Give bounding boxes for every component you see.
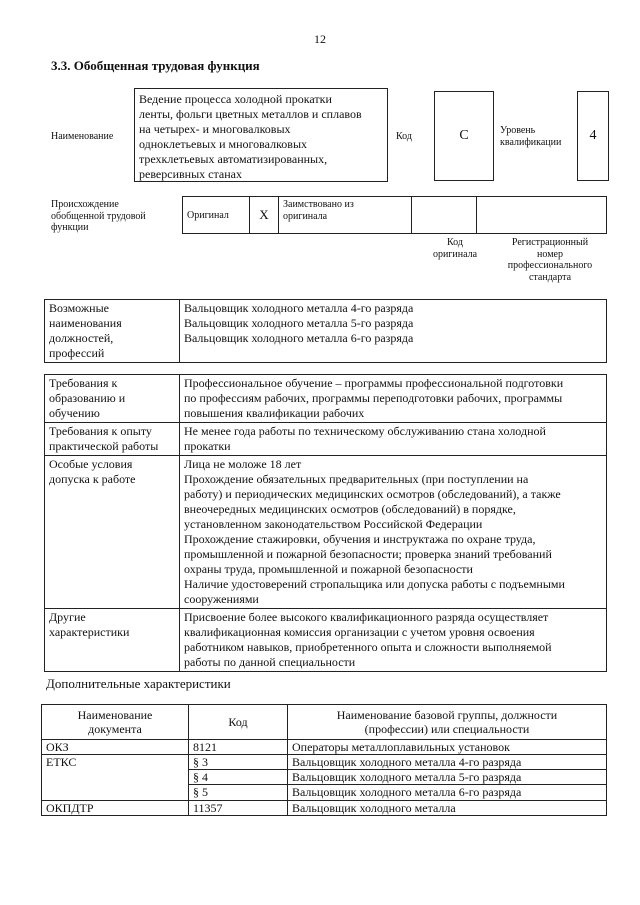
code-value: C — [459, 128, 469, 143]
row-name: Вальцовщик холодного металла 4-го разряда — [288, 755, 607, 770]
code-label: Код — [396, 131, 412, 142]
row-document: ОКЗ — [42, 740, 189, 755]
row-document: ОКПДТР — [42, 800, 189, 815]
education-label: Требования к образованию и обучению — [45, 375, 180, 423]
row-name: Операторы металлоплавильных установок — [288, 740, 607, 755]
table-row — [42, 755, 607, 770]
other-characteristics-label: Другие характеристики — [45, 609, 180, 672]
row-code: 8121 — [189, 740, 288, 755]
level-label: Уровень квалификации — [500, 125, 562, 148]
function-name-text: Ведение процесса холодной прокатки ленты, фольги цветных металлов и сплавов на четырех- и многовалковых одноклетьевых и многовалковых трехклетьевых автоматизированных, реверсивных станах — [139, 92, 362, 181]
code-original-caption: Код оригинала — [432, 237, 478, 260]
positions-values: Вальцовщик холодного металла 4-го разряда Вальцовщик холодного металла 5-го разряда Вальцовщик холодного металла 6-го разряда — [180, 300, 607, 363]
section-title: 3.3. Обобщенная трудовая функция — [51, 58, 260, 73]
header-group: Наименование базовой группы, должности (профессии) или специальности — [288, 705, 607, 740]
positions-table — [44, 299, 607, 363]
row-name: Вальцовщик холодного металла 6-го разряда — [288, 785, 607, 800]
positions-label: Возможные наименования должностей, профессий — [45, 300, 180, 363]
table-row — [42, 770, 607, 785]
special-conditions-label: Особые условия допуска к работе — [45, 456, 180, 609]
additional-table — [41, 704, 607, 816]
level-box — [577, 91, 609, 181]
original-mark: X — [250, 197, 279, 234]
other-characteristics-value: Присвоение более высокого квалификационного разряда осуществляет квалификационная комиссия организации с учетом уровня освоения работником навыков, приобретенного опыта и сложности выполняемой работы по данной специальности — [180, 609, 607, 672]
function-name-box — [134, 88, 388, 182]
table-row — [42, 740, 607, 755]
row-code: § 4 — [189, 770, 288, 785]
row-code: § 3 — [189, 755, 288, 770]
requirement-row-education — [45, 375, 607, 423]
row-code: § 5 — [189, 785, 288, 800]
code-box — [434, 91, 494, 181]
special-conditions-value: Лица не моложе 18 лет Прохождение обязательных предварительных (при поступлении на работу) и периодических медицинских осмотров (обследований), а также внеочередных медицинских осмотров (обследований) в порядке, установленном законодательством Российской Федерации Прохождение стажировки, обучения и инструктажа по охране труда, промышленной и пожарной безопасности; проверка знаний требований охраны труда, промышленной и пожарной безопасности Наличие удостоверений стропальщика или допуска работы с подъемными сооружениями — [180, 456, 607, 609]
borrowed-cell: Заимствовано из оригинала — [279, 197, 412, 234]
reg-number-cell — [477, 197, 607, 234]
table-row — [42, 785, 607, 800]
code-original-cell — [412, 197, 477, 234]
level-value: 4 — [589, 128, 597, 143]
row-document — [42, 785, 189, 800]
requirement-row-special — [45, 456, 607, 609]
row-document: ЕТКС — [42, 755, 189, 770]
row-document — [42, 770, 189, 785]
requirement-row-other — [45, 609, 607, 672]
name-label: Наименование — [51, 131, 114, 142]
reg-number-caption: Регистрационный номер профессионального стандарта — [507, 237, 593, 283]
row-code: 11357 — [189, 800, 288, 815]
experience-value: Не менее года работы по техническому обслуживанию стана холодной прокатки — [180, 423, 607, 456]
experience-label: Требования к опыту практической работы — [45, 423, 180, 456]
header-code: Код — [189, 705, 288, 740]
row-name: Вальцовщик холодного металла 5-го разряда — [288, 770, 607, 785]
origin-label: Происхождение обобщенной трудовой функции — [51, 199, 146, 233]
additional-title: Дополнительные характеристики — [46, 676, 231, 691]
requirement-row-experience — [45, 423, 607, 456]
requirements-table — [44, 374, 607, 672]
origin-table — [182, 196, 607, 234]
table-row — [42, 800, 607, 815]
row-name: Вальцовщик холодного металла — [288, 800, 607, 815]
header-document: Наименование документа — [42, 705, 189, 740]
education-value: Профессиональное обучение – программы профессиональной подготовки по профессиям рабочих, программы переподготовки рабочих, программы повышения квалификации рабочих — [180, 375, 607, 423]
page-number: 12 — [314, 32, 326, 46]
additional-header-row — [42, 705, 607, 740]
original-label: Оригинал — [183, 197, 250, 234]
